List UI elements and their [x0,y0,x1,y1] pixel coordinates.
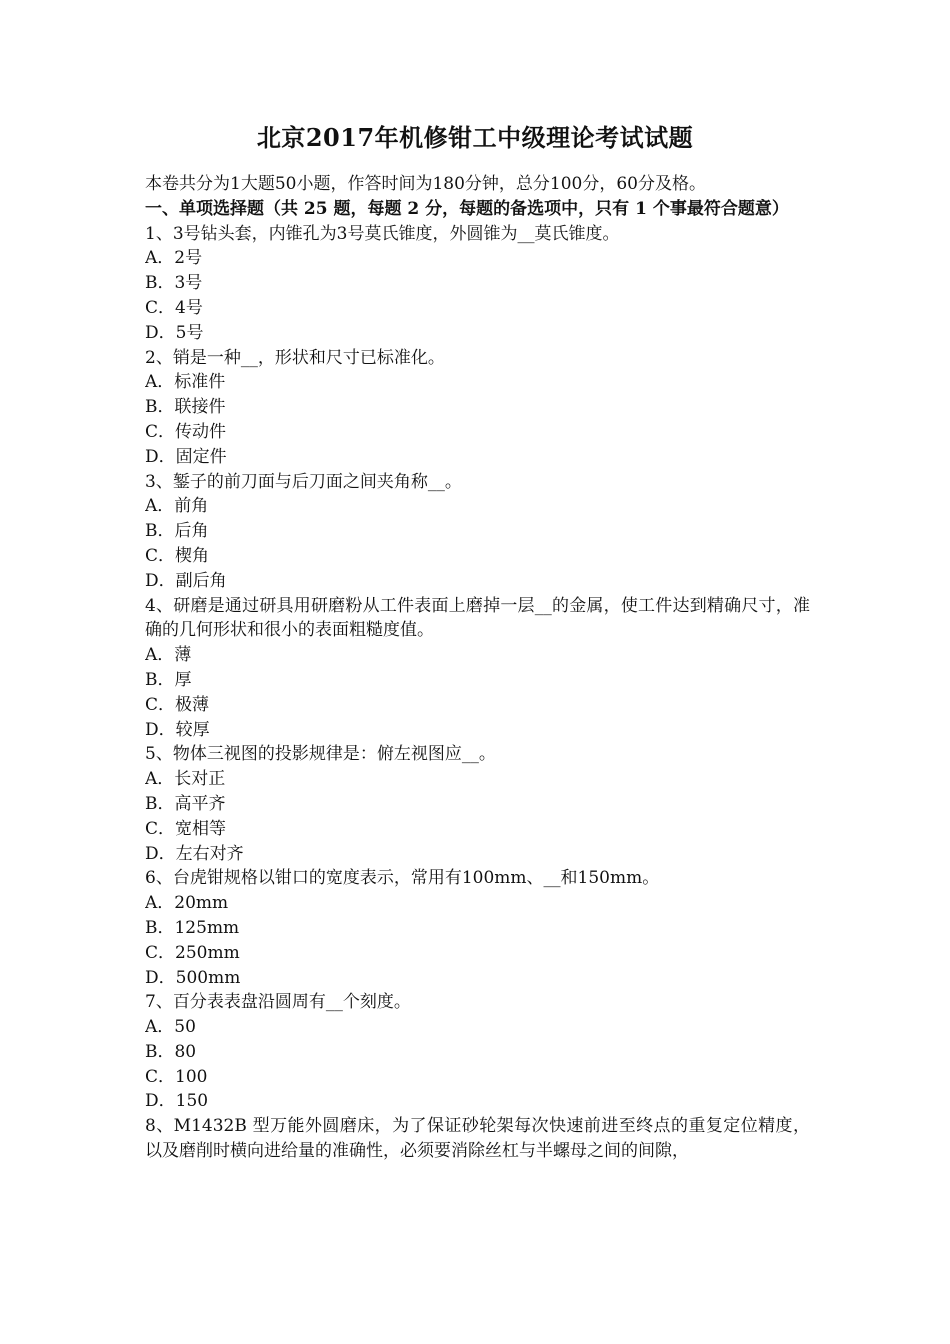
option-c: C．4号 [145,297,203,318]
option-b: B．厚 [145,669,192,690]
question-stem: 7、百分表表盘沿圆周有__个刻度。 [145,992,411,1013]
option-b: B．3号 [145,273,203,294]
option-c: C．100 [145,1066,208,1087]
option-d: D．固定件 [145,446,227,467]
question-4 [145,594,810,743]
option-d: D．较厚 [145,719,210,740]
question-7 [145,990,810,1114]
option-b: B．高平齐 [145,793,226,814]
question-5 [145,742,810,866]
document-body [145,172,810,1164]
option-b: B．125mm [145,917,240,938]
intro-text: 本卷共分为1大题50小题，作答时间为180分钟，总分100分，60分及格。 [145,174,706,194]
option-a: A．50 [145,1017,196,1038]
option-c: C．传动件 [145,421,227,442]
question-stem: 2、销是一种__，形状和尺寸已标准化。 [145,347,445,368]
option-d: D．500mm [145,967,241,988]
option-c: C．250mm [145,942,240,963]
question-6 [145,866,810,990]
question-2 [145,346,810,470]
document-title: 北京2017年机修钳工中级理论考试试题 [256,123,694,152]
question-stem: 1、3号钻头套，内锥孔为3号莫氏锥度，外圆锥为__莫氏锥度。 [145,223,620,244]
option-b: B．80 [145,1041,197,1062]
option-a: A．20mm [145,893,229,914]
option-a: A．2号 [145,248,203,269]
option-c: C．极薄 [145,694,210,715]
option-a: A．薄 [145,645,192,666]
question-stem: 3、錾子的前刀面与后刀面之间夹角称__。 [145,471,462,492]
option-c: C．楔角 [145,545,210,566]
question-stem: 4、研磨是通过研具用研磨粉从工件表面上磨掉一层__的金属，使工件达到精确尺寸，准确的几何形状和很小的表面粗糙度值。 [145,595,810,641]
question-stem: 5、物体三视图的投影规律是：俯左视图应__。 [145,744,496,765]
option-a: A．标准件 [145,372,226,393]
option-c: C．宽相等 [145,818,227,839]
question-stem: 8、M1432B 型万能外圆磨床，为了保证砂轮架每次快速前进至终点的重复定位精度，以及磨削时横向进给量的准确性，必须要消除丝杠与半螺母之间的间隙， [145,1116,810,1162]
question-stem: 6、台虎钳规格以钳口的宽度表示，常用有100mm、__和150mm。 [145,868,660,889]
option-b: B．后角 [145,521,209,542]
section-heading: 一、单项选择题（共 25 题，每题 2 分，每题的备选项中，只有 1 个事最符合题意） [145,198,789,219]
option-d: D．5号 [145,322,204,343]
question-1 [145,222,810,346]
option-d: D．副后角 [145,570,227,591]
question-8 [145,1114,810,1164]
option-a: A．前角 [145,496,209,517]
question-3 [145,470,810,594]
option-a: A．长对正 [145,769,226,790]
option-d: D．左右对齐 [145,843,244,864]
option-d: D．150 [145,1091,209,1112]
option-b: B．联接件 [145,397,226,418]
